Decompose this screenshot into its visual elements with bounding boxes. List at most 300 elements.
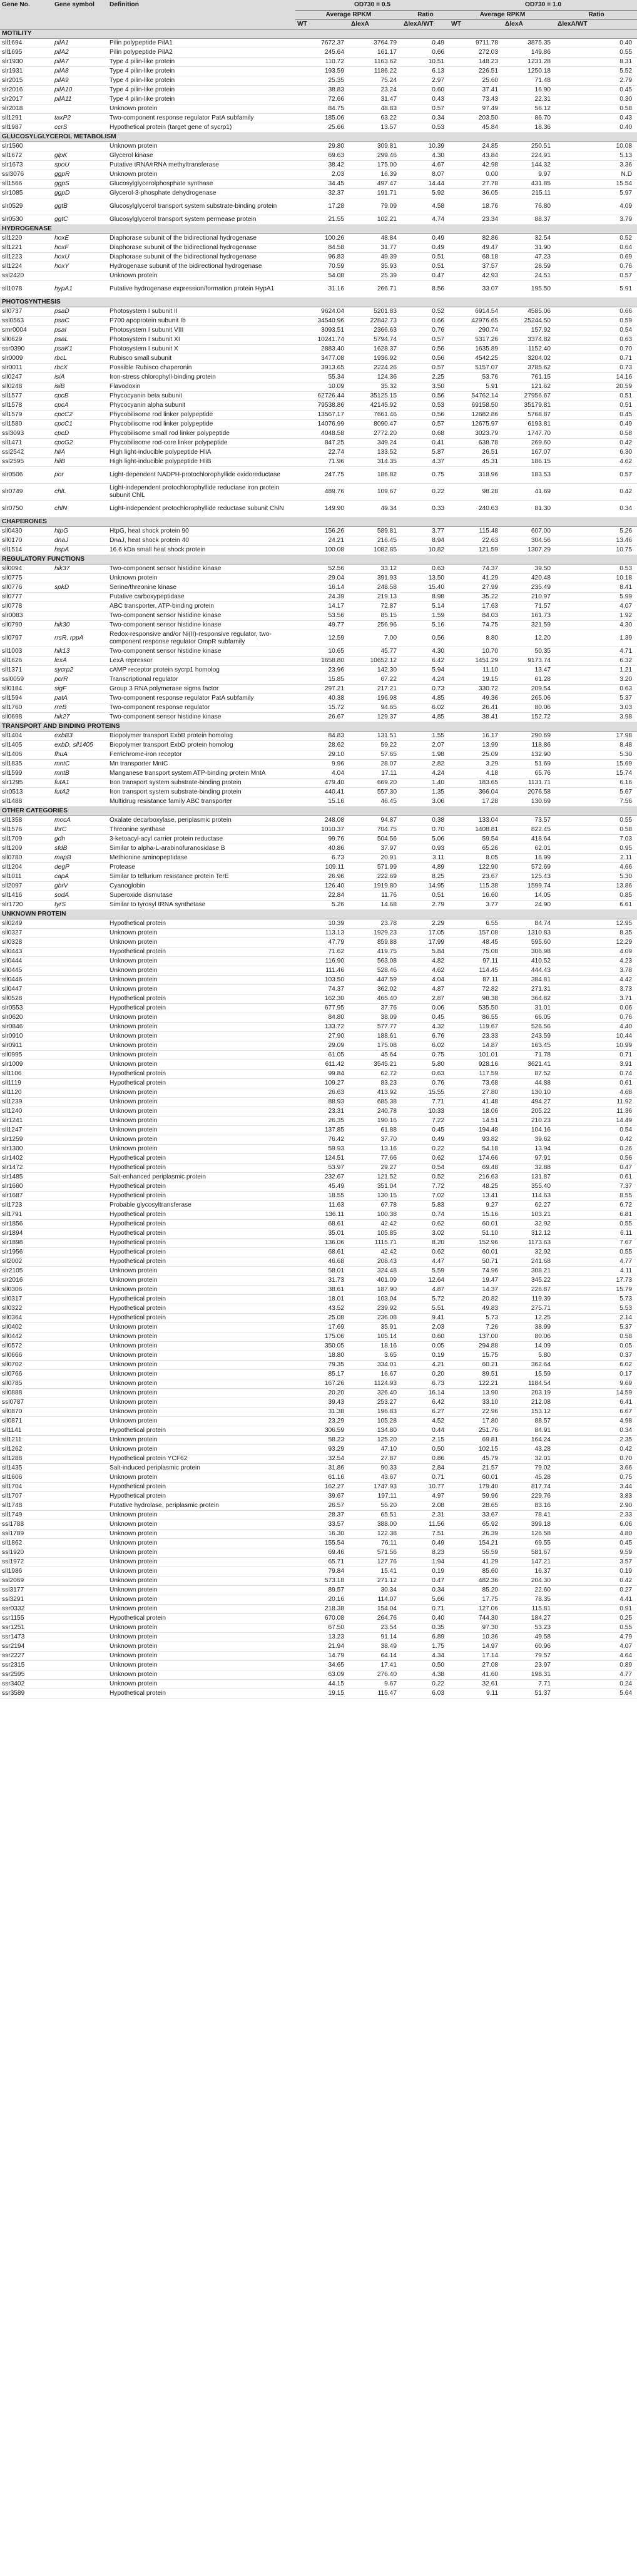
definition: HtpG, heat shock protein 90: [108, 527, 295, 536]
gene-no: smr0004: [0, 326, 53, 335]
gene-symbol: [53, 105, 108, 114]
mut-od10: 125.43: [503, 872, 556, 882]
gene-symbol: exbD, sll1405: [53, 741, 108, 750]
mut-od05: 17.11: [349, 769, 402, 779]
mut-od05: 271.12: [349, 1577, 402, 1586]
ratio-od05: 5.92: [402, 189, 449, 198]
table-row: [0, 1342, 637, 1351]
definition: Glucosylglycerol transport system substrate-binding protein: [108, 198, 295, 215]
mut-od05: 1115.71: [349, 1239, 402, 1248]
gene-symbol: htpG: [53, 527, 108, 536]
table-row: [0, 1032, 637, 1041]
gene-no: ssl2420: [0, 272, 53, 281]
definition: Iron transport system substrate-binding protein: [108, 779, 295, 788]
ratio-od05: 7.02: [402, 1192, 449, 1201]
gene-no: sll1704: [0, 1483, 53, 1492]
gene-no: sll1749: [0, 1511, 53, 1520]
wt-od05: 23.29: [295, 1417, 349, 1426]
wt-od10: 251.76: [449, 1426, 503, 1436]
ratio-od05: 5.14: [402, 602, 449, 611]
definition: Light-independent protochlorophyllide reductase iron protein subunit ChlL: [108, 484, 295, 501]
wt-od05: 248.08: [295, 816, 349, 825]
wt-od10: 60.01: [449, 1473, 503, 1483]
ratio-od10: 0.42: [556, 484, 637, 501]
definition: Unknown protein: [108, 1530, 295, 1539]
mut-od05: 1936.92: [349, 354, 402, 364]
mut-od10: 51.69: [503, 760, 556, 769]
definition: Phycobilisome rod linker polypeptide: [108, 411, 295, 420]
gene-symbol: [53, 593, 108, 602]
gene-no: slr1894: [0, 1229, 53, 1239]
wt-od05: 46.68: [295, 1257, 349, 1267]
section-header: [0, 807, 637, 816]
gene-symbol: hspA: [53, 546, 108, 555]
ratio-od05: 0.44: [402, 1426, 449, 1436]
mut-od10: 384.81: [503, 976, 556, 985]
gene-no: slr2016: [0, 86, 53, 95]
gene-symbol: [53, 1126, 108, 1135]
mut-od05: 125.20: [349, 1436, 402, 1445]
mut-od05: 59.22: [349, 741, 402, 750]
ratio-od05: 0.52: [402, 1173, 449, 1182]
table-row: [0, 1454, 637, 1464]
table-row: [0, 1239, 637, 1248]
ratio-od05: 0.63: [402, 565, 449, 574]
gene-no: slr0910: [0, 1032, 53, 1041]
ratio-od05: 5.66: [402, 1595, 449, 1605]
definition: Serine/threonine kinase: [108, 583, 295, 593]
ratio-od10: 0.42: [556, 1577, 637, 1586]
mut-od05: 859.88: [349, 938, 402, 948]
gene-symbol: [53, 1595, 108, 1605]
gene-no: sll0247: [0, 373, 53, 382]
ratio-od05: 0.66: [402, 317, 449, 326]
wt-od05: 2.03: [295, 170, 349, 180]
mut-od05: 266.71: [349, 281, 402, 298]
mut-od10: 51.37: [503, 1689, 556, 1699]
ratio-od10: 0.53: [556, 565, 637, 574]
ratio-od10: 2.90: [556, 1501, 637, 1511]
wt-od10: 115.38: [449, 882, 503, 891]
wt-od05: 69.46: [295, 1548, 349, 1558]
mut-od10: 32.88: [503, 1163, 556, 1173]
definition: 3-ketoacyl-acyl carrier protein reductase: [108, 835, 295, 844]
ratio-od05: 8.23: [402, 1548, 449, 1558]
mut-od10: 345.22: [503, 1276, 556, 1285]
mut-od05: 187.90: [349, 1285, 402, 1295]
ratio-od10: 13.86: [556, 882, 637, 891]
wt-od05: 31.86: [295, 1464, 349, 1473]
definition: Hydrogenase subunit of the bidirectional hydrogenase: [108, 262, 295, 272]
mut-od10: 761.15: [503, 373, 556, 382]
mut-od10: 130.10: [503, 1088, 556, 1098]
mut-od10: 62.27: [503, 1201, 556, 1210]
wt-od10: 366.04: [449, 788, 503, 797]
ratio-od10: 0.52: [556, 234, 637, 243]
mut-od10: 410.52: [503, 957, 556, 966]
wt-od10: 33.10: [449, 1398, 503, 1408]
mut-od10: 13.47: [503, 666, 556, 675]
gene-symbol: pilA11: [53, 95, 108, 105]
ratio-od05: 4.62: [402, 966, 449, 976]
gene-symbol: [53, 1154, 108, 1163]
mut-od05: 47.10: [349, 1445, 402, 1454]
table-row: [0, 1257, 637, 1267]
wt-od05: 136.06: [295, 1239, 349, 1248]
wt-od05: 31.38: [295, 1408, 349, 1417]
wt-od05: 71.62: [295, 948, 349, 957]
table-row: [0, 1304, 637, 1314]
ratio-od05: 4.85: [402, 694, 449, 703]
wt-od05: 21.94: [295, 1642, 349, 1652]
wt-od10: 4542.25: [449, 354, 503, 364]
table-row: [0, 1107, 637, 1117]
wt-od10: 26.39: [449, 1530, 503, 1539]
table-row: [0, 1623, 637, 1633]
definition: Hypothetical protein: [108, 1163, 295, 1173]
wt-od10: 638.78: [449, 439, 503, 448]
table-row: [0, 114, 637, 123]
wt-od05: 4048.58: [295, 429, 349, 439]
ratio-od10: 12.29: [556, 938, 637, 948]
gene-symbol: [53, 929, 108, 938]
wt-od05: 40.86: [295, 844, 349, 854]
mut-od05: 154.04: [349, 1605, 402, 1614]
definition: Unknown protein: [108, 1145, 295, 1154]
gene-no: sll0871: [0, 1417, 53, 1426]
definition: Iron-stress chlorophyll-binding protein: [108, 373, 295, 382]
gene-symbol: [53, 1276, 108, 1285]
ratio-od10: 4.42: [556, 976, 637, 985]
mut-od10: 271.31: [503, 985, 556, 994]
table-row: [0, 1511, 637, 1520]
ratio-od10: 0.55: [556, 48, 637, 58]
table-row: [0, 429, 637, 439]
gene-symbol: spkD: [53, 583, 108, 593]
mut-od10: 41.69: [503, 484, 556, 501]
mut-od10: 306.98: [503, 948, 556, 957]
table-row: [0, 1192, 637, 1201]
wt-od05: 100.26: [295, 234, 349, 243]
mut-od05: 94.65: [349, 703, 402, 713]
wt-od05: 10.09: [295, 382, 349, 392]
wt-od05: 84.83: [295, 732, 349, 741]
ratio-od10: 17.73: [556, 1276, 637, 1285]
wt-od10: 13.90: [449, 1389, 503, 1398]
ratio-od05: 0.33: [402, 501, 449, 518]
gene-symbol: [53, 1689, 108, 1699]
ratio-od10: 4.07: [556, 1642, 637, 1652]
wt-od10: 65.26: [449, 844, 503, 854]
wt-od05: 1010.37: [295, 825, 349, 835]
wt-od05: 58.23: [295, 1436, 349, 1445]
gene-symbol: glpK: [53, 151, 108, 161]
table-header: [0, 0, 637, 29]
mut-od10: 103.21: [503, 1210, 556, 1220]
wt-od05: 84.75: [295, 105, 349, 114]
ratio-od05: 0.34: [402, 1586, 449, 1595]
ratio-od10: 5.64: [556, 1689, 637, 1699]
gene-no: slr1300: [0, 1145, 53, 1154]
gene-symbol: chlN: [53, 501, 108, 518]
definition: Group 3 RNA polymerase sigma factor: [108, 685, 295, 694]
ratio-od05: 0.76: [402, 1079, 449, 1088]
ratio-od10: 0.95: [556, 844, 637, 854]
wt-od05: 40.38: [295, 694, 349, 703]
definition: Hypothetical protein: [108, 1192, 295, 1201]
table-row: [0, 198, 637, 215]
ratio-od05: 0.62: [402, 1220, 449, 1229]
mut-od10: 607.00: [503, 527, 556, 536]
ratio-od05: 5.87: [402, 448, 449, 457]
gene-symbol: hoxE: [53, 234, 108, 243]
definition: Hypothetical protein: [108, 1220, 295, 1229]
wt-od05: 29.04: [295, 574, 349, 583]
wt-od05: 11.63: [295, 1201, 349, 1210]
gene-symbol: chlL: [53, 484, 108, 501]
wt-od05: 245.64: [295, 48, 349, 58]
mut-od05: 42.42: [349, 1248, 402, 1257]
table-row: [0, 1351, 637, 1361]
definition: Unknown protein: [108, 1342, 295, 1351]
definition: Hypothetical protein: [108, 1314, 295, 1323]
table-row: [0, 392, 637, 401]
mut-od10: 444.43: [503, 966, 556, 976]
table-row: [0, 854, 637, 863]
gene-symbol: mntB: [53, 769, 108, 779]
wt-od05: 99.76: [295, 835, 349, 844]
ratio-od05: 0.62: [402, 1154, 449, 1163]
definition: Glucosylglycerol transport system permease protein: [108, 215, 295, 225]
gene-symbol: [53, 1642, 108, 1652]
wt-od10: 23.67: [449, 872, 503, 882]
definition: Photosystem I subunit XI: [108, 335, 295, 345]
ratio-od10: 10.08: [556, 142, 637, 151]
mut-od10: 47.23: [503, 253, 556, 262]
wt-od10: 6914.54: [449, 307, 503, 317]
gene-no: sll1011: [0, 872, 53, 882]
ratio-od10: 3.66: [556, 1464, 637, 1473]
gene-no: slr0506: [0, 467, 53, 484]
definition: Diaphorase subunit of the bidirectional hydrogenase: [108, 253, 295, 262]
wt-od05: 109.11: [295, 863, 349, 872]
ratio-od05: 0.57: [402, 335, 449, 345]
gene-no: slr0553: [0, 1004, 53, 1013]
gene-symbol: pilA1: [53, 39, 108, 48]
mut-od10: 226.87: [503, 1285, 556, 1295]
table-row: [0, 703, 637, 713]
gene-no: slr0529: [0, 198, 53, 215]
gene-no: sll0572: [0, 1342, 53, 1351]
mut-od10: 1599.74: [503, 882, 556, 891]
gene-no: sll0446: [0, 976, 53, 985]
mut-od10: 290.69: [503, 732, 556, 741]
gene-no: sll1406: [0, 750, 53, 760]
gene-symbol: [53, 919, 108, 929]
wt-od05: 18.55: [295, 1192, 349, 1201]
gene-symbol: [53, 1605, 108, 1614]
ratio-od05: 4.82: [402, 957, 449, 966]
gene-symbol: hliA: [53, 448, 108, 457]
mut-od10: 275.71: [503, 1304, 556, 1314]
gene-symbol: sfdB: [53, 844, 108, 854]
table-row: [0, 976, 637, 985]
mut-od05: 14.68: [349, 901, 402, 910]
mut-od10: 147.21: [503, 1558, 556, 1567]
ratio-od10: 3.36: [556, 161, 637, 170]
gene-no: sll1204: [0, 863, 53, 872]
ratio-od10: 7.03: [556, 835, 637, 844]
wt-od10: 45.31: [449, 457, 503, 467]
mut-od05: 326.40: [349, 1389, 402, 1398]
wt-od10: 28.65: [449, 1501, 503, 1511]
gene-no: sll0249: [0, 919, 53, 929]
wt-od10: 121.59: [449, 546, 503, 555]
gene-no: sll1240: [0, 1107, 53, 1117]
mut-od05: 20.91: [349, 854, 402, 863]
wt-od10: 9.11: [449, 1689, 503, 1699]
table-row: [0, 1530, 637, 1539]
table-row: [0, 647, 637, 657]
definition: Light-dependent NADPH-protochlorophyllide oxidoreductase: [108, 467, 295, 484]
gene-symbol: mocA: [53, 816, 108, 825]
gene-symbol: dnaJ: [53, 536, 108, 546]
wt-od10: 60.21: [449, 1361, 503, 1370]
table-row: [0, 243, 637, 253]
definition: Unknown protein: [108, 1633, 295, 1642]
definition: Type 4 pilin-like protein: [108, 67, 295, 76]
definition: High light-inducible polypeptide HliA: [108, 448, 295, 457]
table-row: [0, 1483, 637, 1492]
wt-od10: 10.36: [449, 1633, 503, 1642]
ratio-od10: 0.51: [556, 392, 637, 401]
ratio-od10: 0.51: [556, 401, 637, 411]
mut-od10: 1131.71: [503, 779, 556, 788]
gene-no: sll1371: [0, 666, 53, 675]
gene-no: sll0322: [0, 1304, 53, 1314]
mut-od10: 71.78: [503, 1051, 556, 1060]
section-title: MOTILITY: [0, 29, 637, 39]
table-row: [0, 666, 637, 675]
ratio-od10: 6.61: [556, 901, 637, 910]
ratio-od10: 5.13: [556, 151, 637, 161]
wt-od10: 5.91: [449, 382, 503, 392]
wt-od10: 33.67: [449, 1511, 503, 1520]
gene-symbol: taxP2: [53, 114, 108, 123]
definition: Type 4 pilin-like protein: [108, 95, 295, 105]
gene-no: sll1247: [0, 1126, 53, 1135]
ratio-od05: 0.50: [402, 1445, 449, 1454]
ratio-od10: 0.24: [556, 1680, 637, 1689]
gene-no: slr1259: [0, 1135, 53, 1145]
gene-symbol: [53, 1182, 108, 1192]
wt-od05: 297.21: [295, 685, 349, 694]
wt-od05: 79538.86: [295, 401, 349, 411]
gene-symbol: [53, 1013, 108, 1023]
ratio-od05: 0.66: [402, 48, 449, 58]
gene-no: slr2017: [0, 95, 53, 105]
wt-od05: 32.54: [295, 1454, 349, 1464]
mut-od10: 3204.02: [503, 354, 556, 364]
gene-symbol: [53, 1680, 108, 1689]
mut-od05: 142.30: [349, 666, 402, 675]
mut-od05: 5794.74: [349, 335, 402, 345]
definition: Oxalate decarboxylase, periplasmic protein: [108, 816, 295, 825]
wt-od10: 4.18: [449, 769, 503, 779]
gene-no: sll1291: [0, 114, 53, 123]
ratio-od05: 5.06: [402, 835, 449, 844]
mut-od05: 105.14: [349, 1332, 402, 1342]
gene-no: sll1695: [0, 48, 53, 58]
gene-symbol: [53, 1473, 108, 1483]
mut-od05: 196.83: [349, 1408, 402, 1417]
wt-od10: 25.60: [449, 76, 503, 86]
wt-od10: 6.55: [449, 919, 503, 929]
ratio-od10: 20.59: [556, 382, 637, 392]
mut-od10: 71.57: [503, 602, 556, 611]
gene-no: sll0317: [0, 1295, 53, 1304]
table-row: [0, 929, 637, 938]
gene-no: sll0995: [0, 1051, 53, 1060]
wt-od05: 67.50: [295, 1623, 349, 1633]
gene-symbol: [53, 1163, 108, 1173]
ratio-od05: 0.49: [402, 39, 449, 48]
gene-no: slr1402: [0, 1154, 53, 1163]
mut-od05: 37.70: [349, 1135, 402, 1145]
wt-od10: 18.76: [449, 198, 503, 215]
ratio-od05: 0.57: [402, 105, 449, 114]
definition: Multidrug resistance family ABC transporter: [108, 797, 295, 807]
definition: Unknown protein: [108, 1642, 295, 1652]
mut-od05: 79.09: [349, 198, 402, 215]
ratio-od05: 0.54: [402, 1163, 449, 1173]
wt-od05: 79.35: [295, 1361, 349, 1370]
gene-no: sll0443: [0, 948, 53, 957]
header-wt-05: WT: [295, 20, 349, 29]
gene-symbol: [53, 1267, 108, 1276]
wt-od10: 14.51: [449, 1117, 503, 1126]
ratio-od10: 3.44: [556, 1483, 637, 1492]
mut-od10: 167.07: [503, 448, 556, 457]
section-header: [0, 225, 637, 234]
gene-no: sll1106: [0, 1070, 53, 1079]
ratio-od10: 0.47: [556, 1163, 637, 1173]
definition: Hypothetical protein (target gene of sycrp1): [108, 123, 295, 133]
gene-no: sll0888: [0, 1389, 53, 1398]
mut-od10: 14.09: [503, 1342, 556, 1351]
table-row: [0, 1285, 637, 1295]
gene-symbol: [53, 1501, 108, 1511]
gene-no: sll1262: [0, 1445, 53, 1454]
header-od-10: OD730 = 1.0: [449, 0, 637, 11]
mut-od05: 196.98: [349, 694, 402, 703]
mut-od05: 264.76: [349, 1614, 402, 1623]
ratio-od10: 0.05: [556, 1342, 637, 1351]
ratio-od05: 0.70: [402, 825, 449, 835]
definition: Unknown protein: [108, 1417, 295, 1426]
definition: Unknown protein: [108, 1520, 295, 1530]
ratio-od05: 0.76: [402, 326, 449, 335]
table-row: [0, 335, 637, 345]
ratio-od05: 5.72: [402, 1295, 449, 1304]
table-row: [0, 1323, 637, 1332]
mut-od05: 1163.62: [349, 58, 402, 67]
ratio-od10: 0.40: [556, 123, 637, 133]
gene-no: sll0790: [0, 621, 53, 630]
ratio-od05: 4.67: [402, 161, 449, 170]
ratio-od05: 0.45: [402, 1126, 449, 1135]
gene-symbol: exbB3: [53, 732, 108, 741]
